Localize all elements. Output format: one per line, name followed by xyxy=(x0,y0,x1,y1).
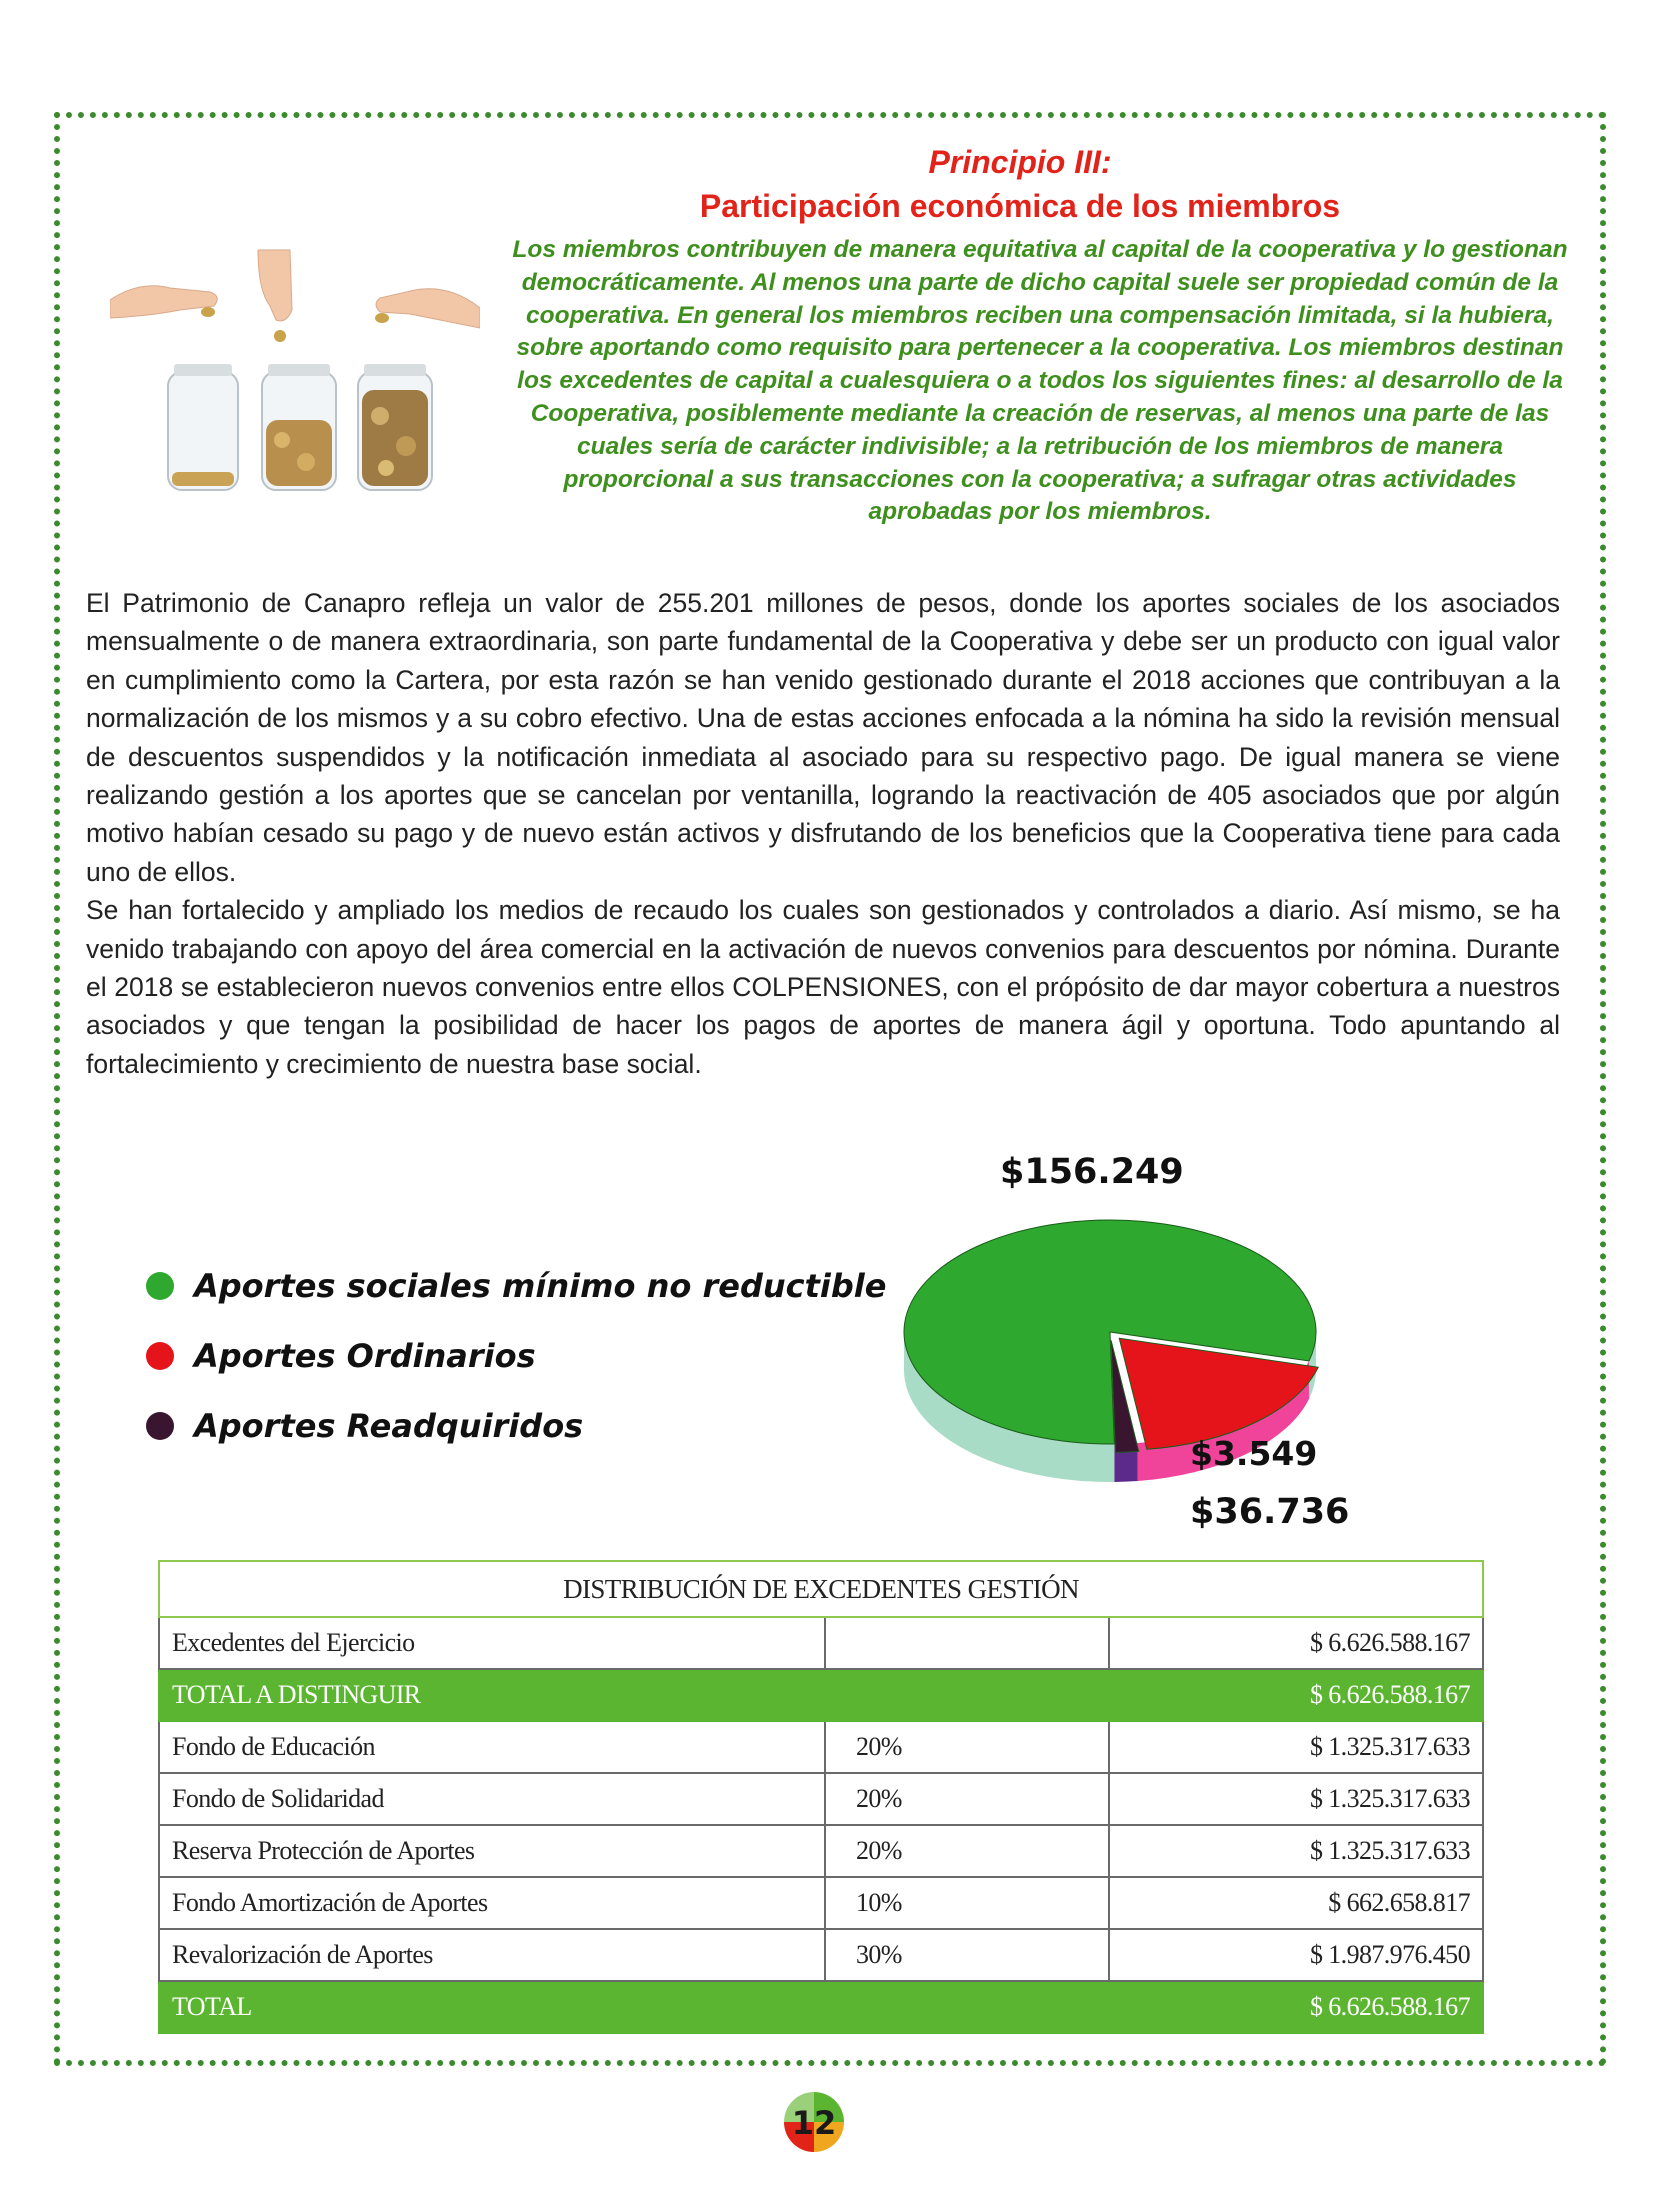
table-row xyxy=(159,1929,1483,1981)
row-percent: 10% xyxy=(825,1877,1109,1929)
legend-item xyxy=(146,1262,886,1310)
hand-icon xyxy=(110,250,480,328)
row-label: Fondo de Solidaridad xyxy=(159,1773,825,1825)
row-amount: $ 6.626.588.167 xyxy=(1109,1669,1483,1721)
row-percent: 20% xyxy=(825,1825,1109,1877)
row-label: TOTAL A DISTINGUIR xyxy=(159,1669,825,1721)
row-label: Revalorización de Aportes xyxy=(159,1929,825,1981)
page-number-badge xyxy=(780,2088,848,2156)
table-row xyxy=(159,1825,1483,1877)
row-percent: 20% xyxy=(825,1721,1109,1773)
row-percent: 30% xyxy=(825,1929,1109,1981)
pie-value-label: $156.249 xyxy=(1000,1152,1184,1192)
distribution-table xyxy=(158,1560,1484,2034)
row-label: Fondo Amortización de Aportes xyxy=(159,1877,825,1929)
table-row-highlight xyxy=(159,1981,1483,2033)
table-row xyxy=(159,1877,1483,1929)
principle-title: Participación económica de los miembros xyxy=(699,188,1341,224)
paragraph: El Patrimonio de Canapro refleja un valor de 255.201 millones de pesos, donde los aportes sociales de los asociados mensualmente o de manera extraordinaria, son parte fundamental de la Cooperativa y debe ser un producto con igual valor en cumplimiento como la Cartera, por esta razón se han venido gestionado durante el 2018 acciones que contribuyan a la normalización de los mismos y a su cobro efectivo. Una de estas acciones enfocada a la nómina ha sido la revisión mensual de descuentos suspendidos y la notificación inmediata al asociado para su respectivo pago. De igual manera se viene realizando gestión a los aportes que se cancelan por ventanilla, logrando la reactivación de 405 asociados que por algún motivo habían cesado su pago y de nuevo están activos y disfrutando de los beneficios que la Cooperativa tiene para cada uno de ellos. xyxy=(86,588,1560,887)
row-percent xyxy=(825,1617,1109,1669)
legend-item xyxy=(146,1402,886,1450)
table-caption-row xyxy=(159,1561,1483,1617)
chart-legend xyxy=(146,1262,886,1472)
row-percent xyxy=(825,1669,1109,1721)
pie-value-label: $3.549 xyxy=(1190,1434,1318,1473)
legend-label: Aportes Readquiridos xyxy=(194,1407,584,1445)
legend-item xyxy=(146,1332,886,1380)
table-row xyxy=(159,1617,1483,1669)
row-amount: $ 6.626.588.167 xyxy=(1109,1981,1483,2033)
legend-dot-red xyxy=(146,1342,174,1370)
row-label: Excedentes del Ejercicio xyxy=(159,1617,825,1669)
jar-lid-icon xyxy=(174,364,426,376)
row-amount: $ 1.987.976.450 xyxy=(1109,1929,1483,1981)
principle-heading xyxy=(500,140,1540,228)
coin-jars-illustration xyxy=(110,240,480,500)
row-amount: $ 662.658.817 xyxy=(1109,1877,1483,1929)
row-percent xyxy=(825,1981,1109,2033)
principle-number: Principio III: xyxy=(928,144,1112,180)
table-row xyxy=(159,1773,1483,1825)
legend-label: Aportes sociales mínimo no reductible xyxy=(194,1267,887,1305)
pie-chart xyxy=(880,1150,1480,1550)
table-row-highlight xyxy=(159,1669,1483,1721)
legend-dot-green xyxy=(146,1272,174,1300)
legend-dot-purple xyxy=(146,1412,174,1440)
row-amount: $ 6.626.588.167 xyxy=(1109,1617,1483,1669)
row-label: Reserva Protección de Aportes xyxy=(159,1825,825,1877)
table-caption: DISTRIBUCIÓN DE EXCEDENTES GESTIÓN xyxy=(159,1561,1483,1617)
coin-icon xyxy=(201,307,389,342)
row-percent: 20% xyxy=(825,1773,1109,1825)
row-amount: $ 1.325.317.633 xyxy=(1109,1773,1483,1825)
table-row xyxy=(159,1721,1483,1773)
body-text xyxy=(86,584,1560,1083)
row-amount: $ 1.325.317.633 xyxy=(1109,1825,1483,1877)
row-label: Fondo de Educación xyxy=(159,1721,825,1773)
principle-text: Los miembros contribuyen de manera equitativa al capital de la cooperativa y lo gestionan democráticamente. Al menos una parte de dicho capital suele ser propiedad común de la cooperativa. En general los miembros reciben una compensación limitada, si la hubiera, sobre aportando como requisito para pertenecer a la cooperativa. Los miembros destinan los excedentes de capital a cualesquiera o a todos los siguientes fines: al desarrollo de la Cooperativa, posiblemente mediante la creación de reservas, al menos una parte de las cuales sería de carácter indivisible; a la retribución de los miembros de manera proporcional a sus transacciones con la cooperativa; a sufragar otras actividades aprobadas por los miembros. xyxy=(512,236,1568,526)
paragraph: Se han fortalecido y ampliado los medios de recaudo los cuales son gestionados y controlados a diario. Así mismo, se ha venido trabajando con apoyo del área comercial en la activación de nuevos convenios para descuentos por nómina. Durante el 2018 se establecieron nuevos convenios entre ellos COLPENSIONES, con el própósito de dar mayor cobertura a nuestros asociados y que tengan la posibilidad de hacer los pagos de aportes de manera ágil y oportuna. Todo apuntando al fortalecimiento y crecimiento de nuestra base social. xyxy=(86,895,1560,1079)
legend-label: Aportes Ordinarios xyxy=(194,1337,536,1375)
row-amount: $ 1.325.317.633 xyxy=(1109,1721,1483,1773)
pie-value-label: $36.736 xyxy=(1190,1492,1350,1532)
row-label: TOTAL xyxy=(159,1981,825,2033)
page-number: 12 xyxy=(791,2104,837,2142)
